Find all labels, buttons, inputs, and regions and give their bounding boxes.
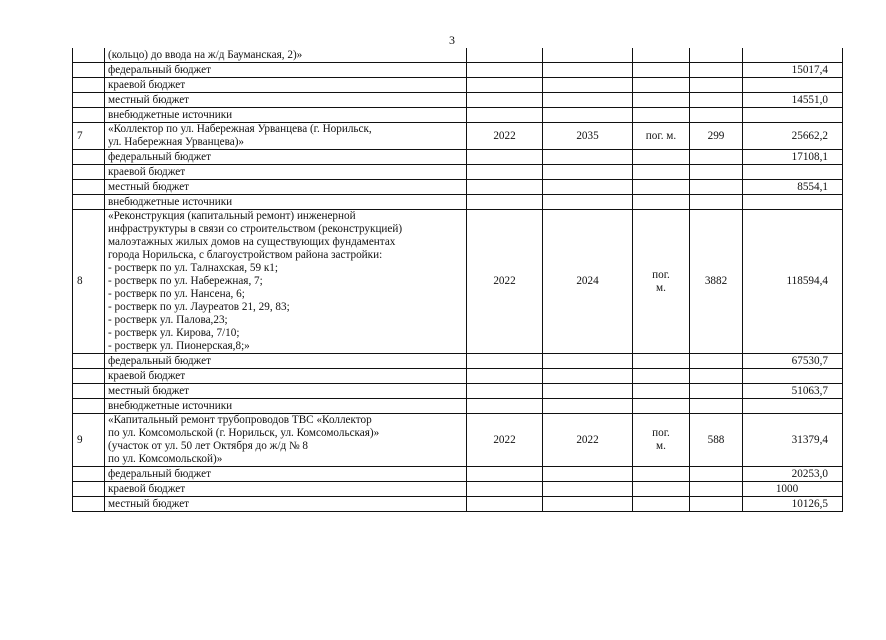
- row-number-cell: [73, 497, 105, 512]
- row-number-cell: [73, 108, 105, 123]
- start-year-cell: [467, 165, 543, 180]
- funding-source-row: [73, 150, 843, 165]
- end-year-cell: [543, 195, 633, 210]
- row-number-cell: [73, 467, 105, 482]
- unit-cell: [633, 482, 690, 497]
- description-cell: внебюджетные источники: [105, 399, 467, 414]
- row-number-cell: 7: [73, 123, 105, 150]
- funding-source-row: [73, 497, 843, 512]
- description-cell: «Капитальный ремонт трубопроводов ТВС «Коллектор по ул. Комсомольской (г. Норильск, ул. Комсомольская)» (участок от ул. 50 лет Октября до ж/д № 8 по ул. Комсомольской)»: [105, 414, 467, 467]
- cost-cell: [743, 108, 843, 123]
- quantity-cell: [690, 482, 743, 497]
- row-number-cell: [73, 93, 105, 108]
- cost-cell: 17108,1: [743, 150, 843, 165]
- start-year-cell: 2022: [467, 414, 543, 467]
- funding-source-row: [73, 399, 843, 414]
- cost-cell: [743, 369, 843, 384]
- description-cell: федеральный бюджет: [105, 354, 467, 369]
- row-number-cell: 8: [73, 210, 105, 354]
- funding-source-row: [73, 93, 843, 108]
- row-number-cell: [73, 354, 105, 369]
- row-number-cell: [73, 195, 105, 210]
- unit-cell: [633, 497, 690, 512]
- description-cell: федеральный бюджет: [105, 63, 467, 78]
- funding-table: [72, 48, 843, 512]
- cost-cell: 15017,4: [743, 63, 843, 78]
- funding-source-row: [73, 482, 843, 497]
- quantity-cell: [690, 384, 743, 399]
- unit-cell: [633, 354, 690, 369]
- end-year-cell: [543, 150, 633, 165]
- cost-cell: 51063,7: [743, 384, 843, 399]
- quantity-cell: [690, 369, 743, 384]
- unit-cell: [633, 93, 690, 108]
- unit-cell: [633, 384, 690, 399]
- unit-cell: [633, 195, 690, 210]
- cost-cell: 14551,0: [743, 93, 843, 108]
- cost-cell: [743, 78, 843, 93]
- start-year-cell: 2022: [467, 123, 543, 150]
- start-year-cell: [467, 369, 543, 384]
- description-cell: местный бюджет: [105, 180, 467, 195]
- row-number-cell: [73, 399, 105, 414]
- quantity-cell: [690, 150, 743, 165]
- item-row: [73, 414, 843, 467]
- description-cell: местный бюджет: [105, 93, 467, 108]
- end-year-cell: [543, 180, 633, 195]
- start-year-cell: [467, 482, 543, 497]
- description-cell: местный бюджет: [105, 384, 467, 399]
- row-number-cell: [73, 78, 105, 93]
- funding-source-row: [73, 195, 843, 210]
- cost-cell: 10126,5: [743, 497, 843, 512]
- end-year-cell: [543, 48, 633, 63]
- end-year-cell: [543, 399, 633, 414]
- item-row: [73, 123, 843, 150]
- unit-cell: пог. м.: [633, 123, 690, 150]
- unit-cell: [633, 78, 690, 93]
- quantity-cell: [690, 108, 743, 123]
- cost-cell: 31379,4: [743, 414, 843, 467]
- row-number-cell: [73, 48, 105, 63]
- quantity-cell: 588: [690, 414, 743, 467]
- description-cell: краевой бюджет: [105, 165, 467, 180]
- unit-cell: [633, 180, 690, 195]
- description-cell: «Коллектор по ул. Набережная Урванцева (г. Норильск, ул. Набережная Урванцева)»: [105, 123, 467, 150]
- unit-cell: пог. м.: [633, 414, 690, 467]
- cost-cell: 8554,1: [743, 180, 843, 195]
- cost-cell: [743, 399, 843, 414]
- row-number-cell: 9: [73, 414, 105, 467]
- row-number-cell: [73, 482, 105, 497]
- end-year-cell: 2024: [543, 210, 633, 354]
- row-number-cell: [73, 63, 105, 78]
- unit-cell: пог. м.: [633, 210, 690, 354]
- end-year-cell: [543, 467, 633, 482]
- start-year-cell: [467, 63, 543, 78]
- funding-source-row: [73, 63, 843, 78]
- row-number-cell: [73, 165, 105, 180]
- description-cell: (кольцо) до ввода на ж/д Бауманская, 2)»: [105, 48, 467, 63]
- unit-cell: [633, 399, 690, 414]
- cost-cell: 1000: [743, 482, 843, 497]
- row-number-cell: [73, 150, 105, 165]
- end-year-cell: [543, 63, 633, 78]
- end-year-cell: [543, 497, 633, 512]
- start-year-cell: 2022: [467, 210, 543, 354]
- end-year-cell: [543, 384, 633, 399]
- cost-cell: 67530,7: [743, 354, 843, 369]
- end-year-cell: [543, 78, 633, 93]
- start-year-cell: [467, 78, 543, 93]
- unit-cell: [633, 369, 690, 384]
- end-year-cell: [543, 93, 633, 108]
- start-year-cell: [467, 93, 543, 108]
- quantity-cell: [690, 180, 743, 195]
- row-number-cell: [73, 384, 105, 399]
- quantity-cell: [690, 354, 743, 369]
- page-number: 3: [449, 33, 455, 47]
- description-cell: федеральный бюджет: [105, 150, 467, 165]
- description-cell: внебюджетные источники: [105, 195, 467, 210]
- funding-source-row: [73, 369, 843, 384]
- unit-cell: [633, 63, 690, 78]
- quantity-cell: 299: [690, 123, 743, 150]
- start-year-cell: [467, 497, 543, 512]
- funding-source-row: [73, 78, 843, 93]
- description-cell: «Реконструкция (капитальный ремонт) инженерной инфраструктуры в связи со строительством (реконструкцией) малоэтажных жилых домов на существующих фундаментах города Норильска, с благоустройством района застройки: - ростверк по ул. Талнахская, 59 к1; - ростверк по ул. Набережная, 7; - ростверк по ул. Нансена, 6; - ростверк по ул. Лауреатов 21, 29, 83; - ростверк ул. Палова,23; - ростверк ул. Кирова, 7/10; - ростверк ул. Пионерская,8;»: [105, 210, 467, 354]
- start-year-cell: [467, 399, 543, 414]
- cost-cell: [743, 195, 843, 210]
- funding-source-row: [73, 165, 843, 180]
- quantity-cell: [690, 497, 743, 512]
- continuation-row: [73, 48, 843, 63]
- quantity-cell: [690, 165, 743, 180]
- description-cell: краевой бюджет: [105, 78, 467, 93]
- quantity-cell: [690, 78, 743, 93]
- quantity-cell: [690, 195, 743, 210]
- cost-cell: 118594,4: [743, 210, 843, 354]
- start-year-cell: [467, 354, 543, 369]
- description-cell: местный бюджет: [105, 497, 467, 512]
- start-year-cell: [467, 150, 543, 165]
- end-year-cell: [543, 165, 633, 180]
- row-number-cell: [73, 180, 105, 195]
- end-year-cell: 2035: [543, 123, 633, 150]
- funding-source-row: [73, 180, 843, 195]
- funding-source-row: [73, 467, 843, 482]
- item-row: [73, 210, 843, 354]
- funding-source-row: [73, 108, 843, 123]
- start-year-cell: [467, 108, 543, 123]
- unit-cell: [633, 165, 690, 180]
- quantity-cell: [690, 63, 743, 78]
- quantity-cell: [690, 93, 743, 108]
- end-year-cell: [543, 482, 633, 497]
- unit-cell: [633, 150, 690, 165]
- quantity-cell: [690, 48, 743, 63]
- start-year-cell: [467, 384, 543, 399]
- description-cell: внебюджетные источники: [105, 108, 467, 123]
- cost-cell: [743, 48, 843, 63]
- description-cell: краевой бюджет: [105, 369, 467, 384]
- cost-cell: [743, 165, 843, 180]
- start-year-cell: [467, 467, 543, 482]
- quantity-cell: [690, 467, 743, 482]
- description-cell: федеральный бюджет: [105, 467, 467, 482]
- cost-cell: 25662,2: [743, 123, 843, 150]
- funding-source-row: [73, 354, 843, 369]
- quantity-cell: [690, 399, 743, 414]
- end-year-cell: 2022: [543, 414, 633, 467]
- unit-cell: [633, 108, 690, 123]
- start-year-cell: [467, 195, 543, 210]
- unit-cell: [633, 467, 690, 482]
- cost-cell: 20253,0: [743, 467, 843, 482]
- table-body: [73, 48, 843, 512]
- end-year-cell: [543, 354, 633, 369]
- start-year-cell: [467, 180, 543, 195]
- funding-source-row: [73, 384, 843, 399]
- start-year-cell: [467, 48, 543, 63]
- quantity-cell: 3882: [690, 210, 743, 354]
- row-number-cell: [73, 369, 105, 384]
- description-cell: краевой бюджет: [105, 482, 467, 497]
- end-year-cell: [543, 369, 633, 384]
- end-year-cell: [543, 108, 633, 123]
- unit-cell: [633, 48, 690, 63]
